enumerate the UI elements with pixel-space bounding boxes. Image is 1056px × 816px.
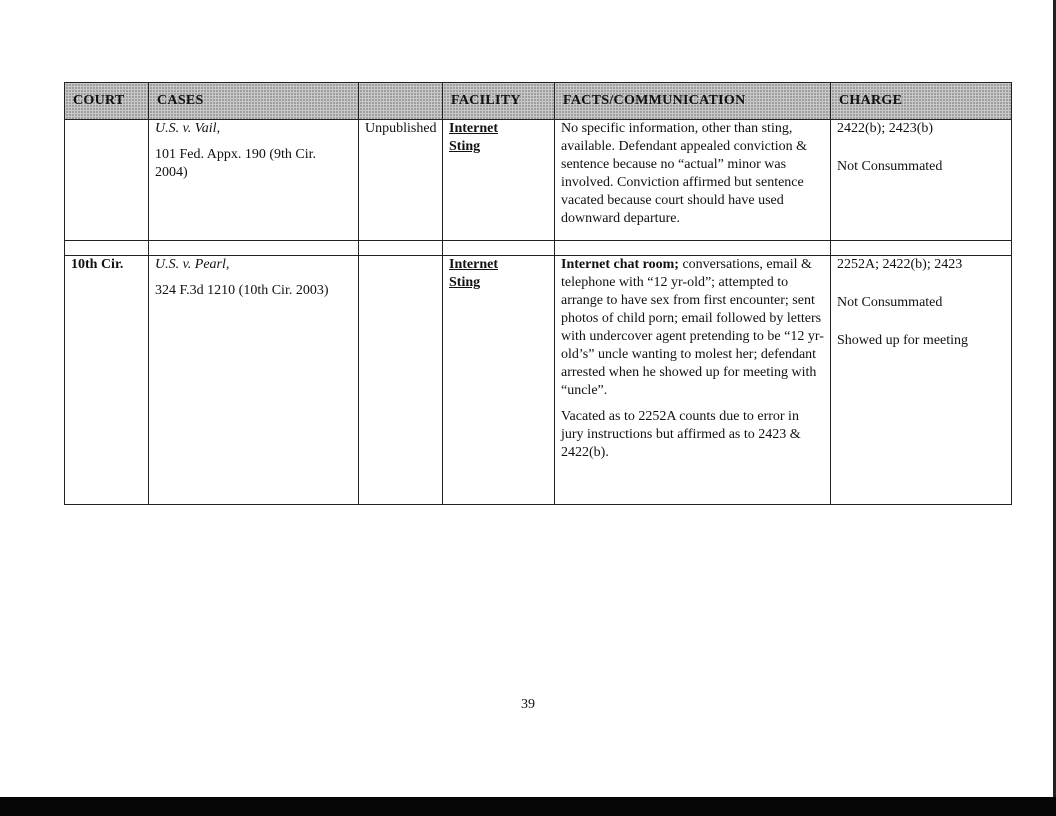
case-name: U.S. v. Pearl, xyxy=(155,257,230,272)
charge-line: 2422(b); 2423(b) xyxy=(837,121,934,136)
facility-cell xyxy=(443,256,555,505)
table-row xyxy=(65,256,1012,505)
header-charge: CHARGE xyxy=(831,83,1012,120)
charge-line: Not Consummated xyxy=(837,159,943,174)
facts-paragraph: Vacated as to 2252A counts due to error in jury instructions but affirmed as to 2423 & 2422(b). xyxy=(561,409,801,460)
status-cell xyxy=(359,256,443,505)
case-citation: 324 F.3d 1210 (10th Cir. 2003) xyxy=(155,283,329,298)
facility-cell xyxy=(443,120,555,241)
facts-lead: Internet chat room; xyxy=(561,257,679,272)
facility-link[interactable]: Internet xyxy=(449,121,498,136)
table-row xyxy=(65,120,1012,241)
table-header-row xyxy=(65,83,1012,120)
facts-paragraph: No specific information, other than sting, available. Defendant appealed conviction & sentence because no “actual” minor was involved. Conviction affirmed but sentence vacated because court should have used downward departure. xyxy=(561,121,808,226)
header-facility: FACILITY xyxy=(443,83,555,120)
facts-cell xyxy=(555,120,831,241)
court-cell xyxy=(65,256,149,505)
court-label: 10th Cir. xyxy=(71,257,124,272)
header-court: COURT xyxy=(65,83,149,120)
page-number: 39 xyxy=(521,697,535,712)
charge-line: Showed up for meeting xyxy=(837,333,969,348)
charge-line: Not Consummated xyxy=(837,295,943,310)
court-cell xyxy=(65,120,149,241)
case-cell xyxy=(149,256,359,505)
facility-link[interactable]: Internet xyxy=(449,257,498,272)
facts-cell xyxy=(555,256,831,505)
case-citation: 101 Fed. Appx. 190 (9th Cir. 2004) xyxy=(155,147,317,180)
charge-cell xyxy=(831,256,1012,505)
charge-line: 2252A; 2422(b); 2423 xyxy=(837,257,963,272)
facts-paragraph: Internet chat room; conversations, email & telephone with “12 yr-old”; attempted to arrange to have sex from first encounter; sent photos of child porn; email followed by letters with undercover agent pretending to be “12 yr-old’s” uncle wanting to molest her; defendant arrested when he showed up for meeting with “uncle”. xyxy=(561,257,824,398)
header-cases: CASES xyxy=(149,83,359,120)
header-facts: FACTS/COMMUNICATION xyxy=(555,83,831,120)
case-table xyxy=(64,82,1012,505)
case-cell xyxy=(149,120,359,241)
scan-bottom-edge xyxy=(0,797,1056,816)
facility-link[interactable]: Sting xyxy=(449,275,481,290)
facility-link[interactable]: Sting xyxy=(449,139,481,154)
charge-cell xyxy=(831,120,1012,241)
spacer-row xyxy=(65,241,1012,256)
case-name: U.S. v. Vail, xyxy=(155,121,221,136)
status-cell: Unpublished xyxy=(359,120,443,241)
header-status xyxy=(359,83,443,120)
